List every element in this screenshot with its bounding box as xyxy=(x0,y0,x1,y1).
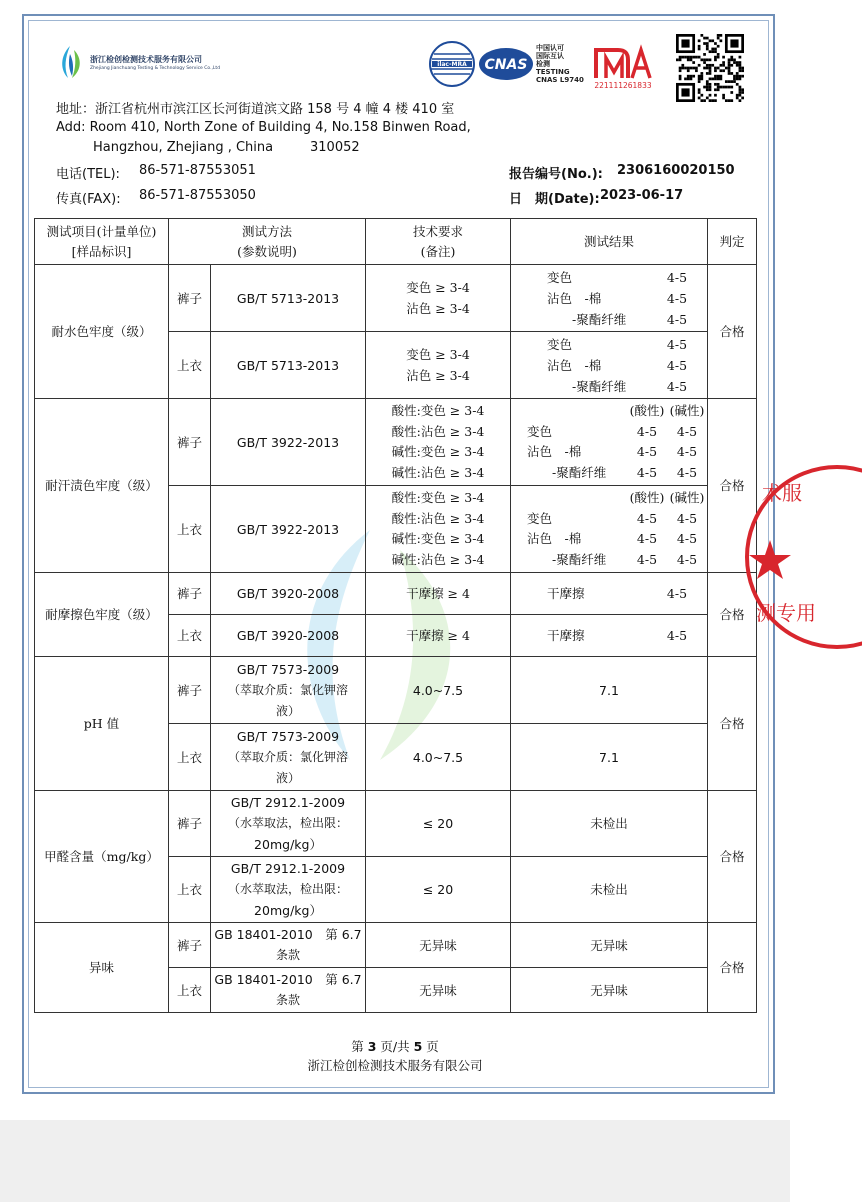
requirement-cell: 4.0~7.5 xyxy=(366,657,511,724)
result-label xyxy=(527,401,627,422)
judgement-ph: 合格 xyxy=(708,657,757,791)
method-line: 条款 xyxy=(275,948,300,962)
requirement-cell: 干摩擦 ≥ 4 xyxy=(366,615,511,657)
requirement-line: 沾色 ≥ 3-4 xyxy=(406,368,470,383)
header-requirement-note: (备注) xyxy=(420,243,456,259)
requirement-line: 碱性:沾色 ≥ 3-4 xyxy=(391,464,485,480)
requirement-line: 变色 ≥ 3-4 xyxy=(406,347,470,362)
date-label: 日 期(Date): xyxy=(509,192,600,207)
page-mid: 页/共 xyxy=(380,1039,410,1054)
result-label: 沾色 -棉 xyxy=(547,357,602,373)
table-row xyxy=(35,791,757,857)
result-label: 变色 xyxy=(527,510,553,526)
result-value: 4-5 xyxy=(676,464,698,480)
result-value: 4-5 xyxy=(666,586,688,601)
tel-label: 电话(TEL): xyxy=(56,167,120,182)
method-line: 20mg/kg） xyxy=(254,837,322,852)
result-value: 无异味 xyxy=(511,968,708,1013)
result-value: 4-5 xyxy=(666,336,688,352)
page-number xyxy=(0,1037,790,1055)
result-label: 变色 xyxy=(547,336,573,352)
official-seal-stamp xyxy=(742,462,862,652)
result-value: 4-5 xyxy=(636,510,658,526)
result-value: 4-5 xyxy=(636,464,658,480)
sample-label: 上衣 xyxy=(169,968,211,1013)
table-row xyxy=(35,399,757,486)
method-line: 20mg/kg） xyxy=(254,903,322,918)
result-value: 4-5 xyxy=(676,531,698,546)
company-logo-icon xyxy=(56,44,86,80)
item-odor: 异味 xyxy=(35,923,169,1013)
method-cell: GB/T 3920-2008 xyxy=(211,615,366,657)
company-name-cn: 浙江检创检测技术服务有限公司 xyxy=(90,55,202,64)
result-label: 变色 xyxy=(547,269,573,285)
cnas-logo xyxy=(478,46,534,82)
result-value: 未检出 xyxy=(511,857,708,923)
cnas-text: CNAS xyxy=(484,57,528,73)
report-no-label: 报告编号(No.): xyxy=(509,167,603,182)
requirement-line: 酸性:沾色 ≥ 3-4 xyxy=(391,423,485,439)
result-value: 7.1 xyxy=(511,657,708,724)
result-value: 4-5 xyxy=(676,510,698,526)
item-perspiration-fastness: 耐汗渍色牢度（级） xyxy=(35,399,169,573)
header-result: 测试结果 xyxy=(511,219,708,265)
requirement-cell: ≤ 20 xyxy=(366,791,511,857)
footer-company: 浙江检创检测技术服务有限公司 xyxy=(307,1058,483,1073)
method-line: （萃取介质：氯化钾溶 xyxy=(227,749,348,764)
result-col-acid: (酸性) xyxy=(629,490,665,505)
result-label: 干摩擦 xyxy=(547,586,585,601)
header-requirement: 技术要求 xyxy=(412,223,463,239)
page-prefix: 第 xyxy=(351,1039,364,1054)
company-name-en: Zhejiang Jianchuang Testing & Technology Service Co.,Ltd xyxy=(90,66,221,71)
address-en-line1: Add: Room 410, North Zone of Building 4, No.158 Binwen Road, xyxy=(56,120,471,135)
page-suffix: 页 xyxy=(426,1039,439,1054)
requirement-line: 沾色 ≥ 3-4 xyxy=(406,301,470,316)
sample-label: 裤子 xyxy=(169,791,211,857)
result-value: 4-5 xyxy=(676,551,698,567)
sample-label: 上衣 xyxy=(169,486,211,573)
cma-number: 221111261833 xyxy=(594,81,652,90)
result-label: 干摩擦 xyxy=(547,628,585,643)
company-logo xyxy=(56,44,221,84)
page-current: 3 xyxy=(367,1039,377,1054)
method-cell: GB/T 5713-2013 xyxy=(211,332,366,399)
fax-label: 传真(FAX): xyxy=(56,192,121,207)
method-line: 条款 xyxy=(275,993,300,1007)
page-bottom-band xyxy=(0,1120,790,1202)
requirement-cell: 无异味 xyxy=(366,968,511,1013)
result-value: 4-5 xyxy=(666,357,688,373)
stamp-text-bottom: 测专用 xyxy=(756,601,816,625)
fax-value: 86-571-87553050 xyxy=(139,188,256,203)
requirement-cell: 无异味 xyxy=(366,923,511,968)
method-cell: GB/T 3922-2013 xyxy=(211,399,366,486)
method-line: GB/T 7573-2009 xyxy=(236,728,340,744)
result-value: 4-5 xyxy=(676,423,698,439)
sample-label: 裤子 xyxy=(169,657,211,724)
method-line: GB 18401-2010 第 6.7 xyxy=(214,972,362,987)
judgement-water: 合格 xyxy=(708,265,757,399)
result-col-alkali: (碱性) xyxy=(669,403,705,418)
address-cn: 地址：浙江省杭州市滨江区长河街道滨文路 158 号 4 幢 4 楼 410 室 xyxy=(56,102,455,117)
judgement-rubbing: 合格 xyxy=(708,573,757,657)
table-header-row xyxy=(35,219,757,265)
sample-label: 裤子 xyxy=(169,573,211,615)
method-cell: GB/T 5713-2013 xyxy=(211,265,366,332)
result-value: 4-5 xyxy=(636,423,658,439)
result-value: 7.1 xyxy=(511,724,708,791)
sample-label: 裤子 xyxy=(169,923,211,968)
header-method-note: (参数说明) xyxy=(237,243,297,259)
result-label: 沾色 -棉 xyxy=(527,531,582,546)
result-value: 4-5 xyxy=(666,269,688,285)
result-label: 沾色 -棉 xyxy=(547,290,602,306)
result-label xyxy=(527,488,627,509)
ilac-text: ilac-MRA xyxy=(437,61,467,68)
ilac-mra-logo xyxy=(428,40,476,88)
cnas-accreditation-text: 中国认可 国际互认 检测 TESTING CNAS L9740 xyxy=(536,44,584,84)
table-row xyxy=(35,573,757,615)
requirement-cell: 4.0~7.5 xyxy=(366,724,511,791)
result-value: 4-5 xyxy=(666,628,688,643)
cma-logo xyxy=(592,42,654,90)
result-value: 4-5 xyxy=(636,444,658,459)
postcode: 310052 xyxy=(310,140,360,155)
requirement-line: 碱性:变色 ≥ 3-4 xyxy=(391,444,485,459)
result-value: 4-5 xyxy=(636,551,658,567)
requirement-line: 酸性:沾色 ≥ 3-4 xyxy=(391,510,485,526)
item-water-fastness: 耐水色牢度（级） xyxy=(35,265,169,399)
requirement-line: 碱性:变色 ≥ 3-4 xyxy=(391,531,485,546)
method-cell: GB/T 3920-2008 xyxy=(211,573,366,615)
method-cell: GB/T 3922-2013 xyxy=(211,486,366,573)
item-rubbing-fastness: 耐摩擦色牢度（级） xyxy=(35,573,169,657)
result-label: 变色 xyxy=(527,423,553,439)
method-line: GB/T 7573-2009 xyxy=(236,661,340,677)
result-value: 无异味 xyxy=(511,923,708,968)
item-formaldehyde: 甲醛含量（mg/kg） xyxy=(35,791,169,923)
sample-label: 上衣 xyxy=(169,724,211,791)
sample-label: 上衣 xyxy=(169,332,211,399)
table-row xyxy=(35,265,757,332)
header-item: 测试项目(计量单位) xyxy=(46,223,157,239)
date-value: 2023-06-17 xyxy=(600,188,684,203)
requirement-line: 酸性:变色 ≥ 3-4 xyxy=(391,490,485,505)
page-total: 5 xyxy=(413,1039,423,1054)
test-results-table xyxy=(34,218,757,1013)
result-col-acid: (酸性) xyxy=(629,403,665,418)
method-line: GB/T 2912.1-2009 xyxy=(230,795,346,810)
method-line: GB 18401-2010 第 6.7 xyxy=(214,927,362,942)
table-row xyxy=(35,923,757,968)
method-line: （水萃取法，检出限： xyxy=(227,882,348,896)
judgement-formaldehyde: 合格 xyxy=(708,791,757,923)
qr-code xyxy=(676,34,744,102)
address-en-line2: Hangzhou, Zhejiang , China xyxy=(93,140,274,155)
method-line: 液） xyxy=(275,703,300,718)
result-value: 4-5 xyxy=(666,378,688,394)
method-line: GB/T 2912.1-2009 xyxy=(230,861,346,876)
result-value: 4-5 xyxy=(666,311,688,327)
result-value: 未检出 xyxy=(511,791,708,857)
sample-label: 上衣 xyxy=(169,615,211,657)
result-label: -聚酯纤维 xyxy=(527,551,607,567)
sample-label: 裤子 xyxy=(169,265,211,332)
method-line: （萃取介质：氯化钾溶 xyxy=(227,682,348,697)
result-col-alkali: (碱性) xyxy=(669,490,705,505)
result-value: 4-5 xyxy=(666,290,688,306)
result-label: -聚酯纤维 xyxy=(527,464,607,480)
sample-label: 上衣 xyxy=(169,857,211,923)
requirement-cell: 干摩擦 ≥ 4 xyxy=(366,573,511,615)
stamp-text-top: 术服 xyxy=(762,481,802,505)
header-sample: [样品标识] xyxy=(71,243,132,259)
judgement-perspiration: 合格 xyxy=(708,399,757,573)
result-label: 沾色 -棉 xyxy=(527,444,582,459)
sample-label: 裤子 xyxy=(169,399,211,486)
report-no-value: 2306160020150 xyxy=(617,163,735,178)
result-value: 4-5 xyxy=(676,444,698,459)
header-method: 测试方法 xyxy=(241,223,292,239)
requirement-line: 变色 ≥ 3-4 xyxy=(406,280,470,295)
judgement-odor: 合格 xyxy=(708,923,757,1013)
tel-value: 86-571-87553051 xyxy=(139,163,256,178)
method-line: 液） xyxy=(275,770,300,785)
requirement-line: 碱性:沾色 ≥ 3-4 xyxy=(391,551,485,567)
header-judgement: 判定 xyxy=(708,219,757,265)
result-value: 4-5 xyxy=(636,531,658,546)
requirement-line: 酸性:变色 ≥ 3-4 xyxy=(391,403,485,418)
result-label: -聚酯纤维 xyxy=(547,378,627,394)
method-line: （水萃取法，检出限： xyxy=(227,816,348,830)
requirement-cell: ≤ 20 xyxy=(366,857,511,923)
result-label: -聚酯纤维 xyxy=(547,311,627,327)
item-ph: pH 值 xyxy=(35,657,169,791)
table-row xyxy=(35,657,757,724)
